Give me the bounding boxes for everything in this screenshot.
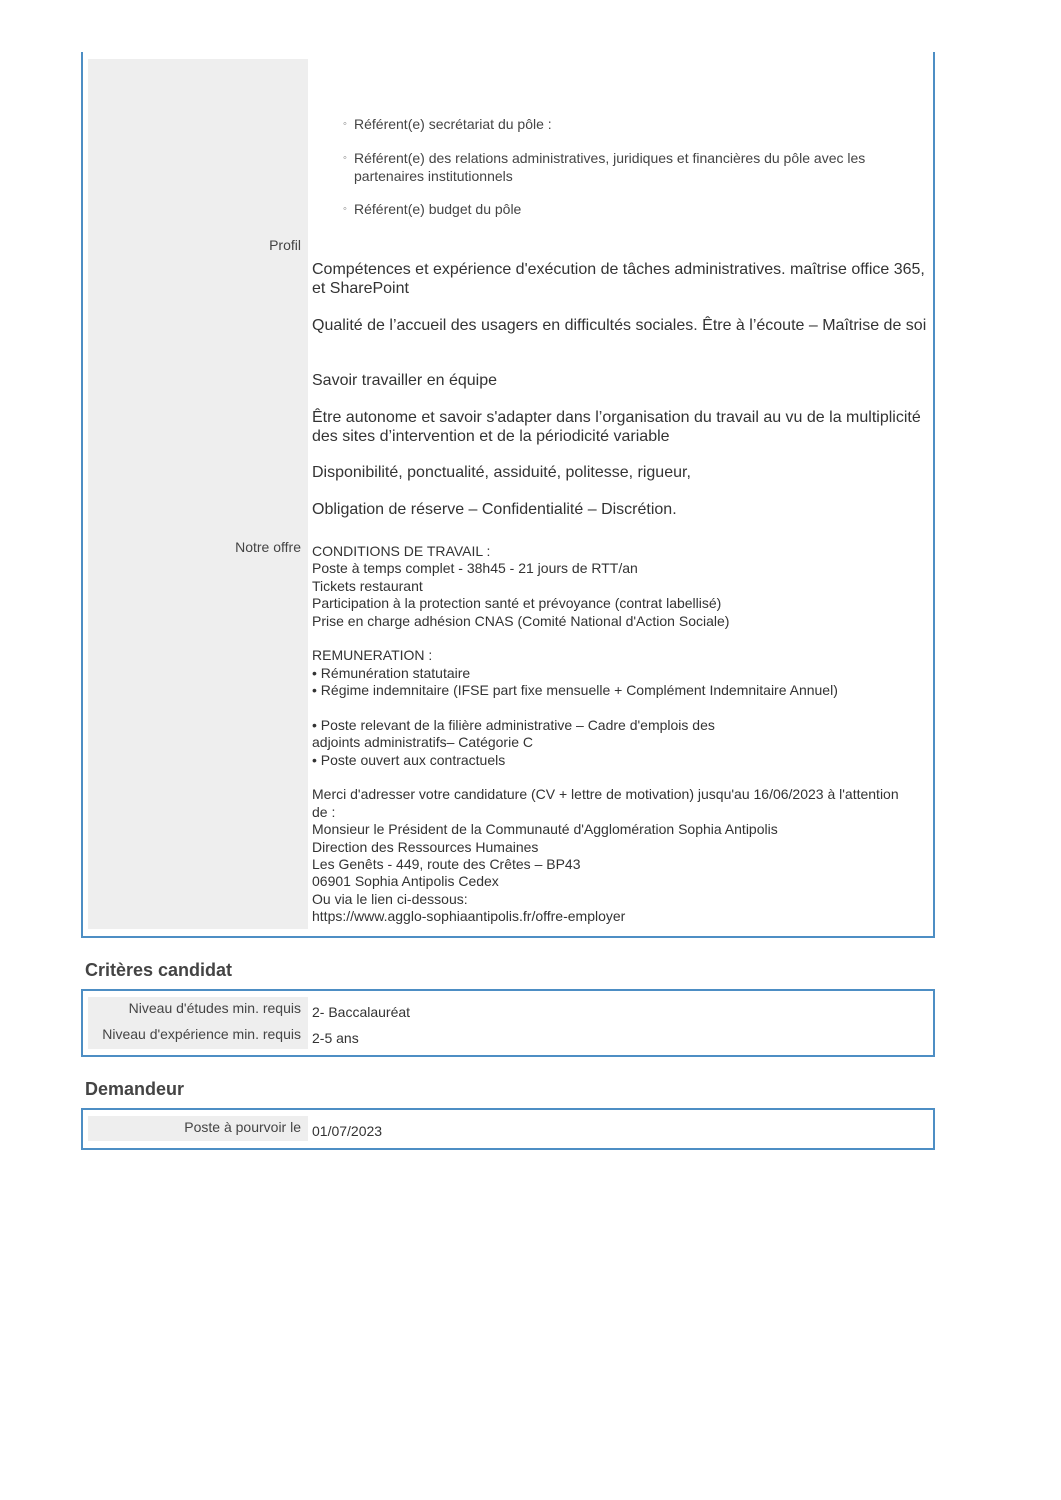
poste-label: Poste à pourvoir le	[184, 1119, 301, 1135]
offer-line: REMUNERATION :	[312, 647, 433, 664]
offer-line: Tickets restaurant	[312, 577, 423, 594]
bullet-item	[343, 149, 914, 185]
offer-line: Poste à temps complet - 38h45 - 21 jours de RTT/an	[312, 560, 638, 577]
bullet-item	[343, 115, 914, 133]
profil-paragraph: Qualité de l’accueil des usagers en difficultés sociales. Être à l’écoute – Maîtrise de soi	[312, 317, 927, 334]
etudes-label: Niveau d'études min. requis	[128, 1000, 301, 1016]
offer-line: CONDITIONS DE TRAVAIL :	[312, 543, 491, 559]
profil-label: Profil	[269, 237, 301, 253]
offer-line: • Régime indemnitaire (IFSE part fixe mensuelle + Complément Indemnitaire Annuel)	[312, 682, 838, 699]
job-details-panel	[81, 52, 935, 938]
offer-line: Prise en charge adhésion CNAS (Comité National d'Action Sociale)	[312, 612, 730, 629]
etudes-value: 2- Baccalauréat	[312, 1004, 411, 1020]
experience-label: Niveau d'expérience min. requis	[102, 1026, 301, 1042]
offer-gap	[312, 630, 942, 647]
demandeur-panel	[81, 1108, 935, 1150]
bullet-text: Référent(e) secrétariat du pôle :	[354, 116, 552, 132]
bullet-icon: ◦	[343, 203, 347, 215]
offer-line: 06901 Sophia Antipolis Cedex	[312, 873, 499, 890]
offer-line: https://www.agglo-sophiaantipolis.fr/offre-employer	[312, 908, 626, 925]
bullet-item	[343, 200, 914, 218]
profil-paragraph: Savoir travailler en équipe	[312, 372, 497, 389]
offer-line: Monsieur le Président de la Communauté d'Agglomération Sophia Antipolis	[312, 821, 778, 838]
profil-paragraph: Compétences et expérience d'exécution de tâches administratives. maîtrise office 365, et SharePoint	[312, 261, 925, 297]
profil-paragraph: Obligation de réserve – Confidentialité – Discrétion.	[312, 501, 677, 518]
bullet-text: Référent(e) budget du pôle	[354, 201, 522, 217]
offer-gap	[312, 700, 942, 717]
poste-value: 01/07/2023	[312, 1123, 383, 1139]
offer-line: Les Genêts - 449, route des Crêtes – BP43	[312, 856, 581, 873]
offer-line: Direction des Ressources Humaines	[312, 838, 539, 855]
offer-line: • Poste relevant de la filière administrative – Cadre d'emplois des	[312, 716, 715, 733]
offer-line: de :	[312, 803, 336, 820]
notre-offre-label: Notre offre	[235, 539, 301, 555]
offer-gap	[312, 769, 942, 786]
bullet-text: Référent(e) des relations administratives, juridiques et financières du pôle avec les partenaires institutionnels	[354, 150, 866, 184]
offer-line: Participation à la protection santé et prévoyance (contrat labellisé)	[312, 595, 722, 612]
notre-offre-content	[312, 543, 942, 926]
offer-line: Ou via le lien ci-dessous:	[312, 890, 468, 907]
profil-paragraph: Disponibilité, ponctualité, assiduité, politesse, rigueur,	[312, 464, 691, 481]
offer-line: adjoints administratifs– Catégorie C	[312, 734, 533, 751]
demandeur-heading: Demandeur	[85, 1079, 185, 1099]
offer-line: • Poste ouvert aux contractuels	[312, 751, 506, 768]
bullet-icon: ◦	[343, 118, 347, 130]
bullet-icon: ◦	[343, 152, 347, 164]
experience-value: 2-5 ans	[312, 1030, 359, 1046]
criteres-heading: Critères candidat	[85, 960, 233, 980]
criteres-panel	[81, 989, 935, 1057]
label-column	[88, 997, 308, 1049]
offer-line: Merci d'adresser votre candidature (CV + lettre de motivation) jusqu'au 16/06/2023 à l'attention	[312, 786, 899, 803]
label-column	[88, 59, 308, 929]
offer-line: • Rémunération statutaire	[312, 664, 471, 681]
label-column	[88, 1116, 308, 1141]
profil-paragraph: Être autonome et savoir s'adapter dans l’organisation du travail au vu de la multiplicité des sites d’intervention et de la périodicité variable	[312, 409, 921, 445]
